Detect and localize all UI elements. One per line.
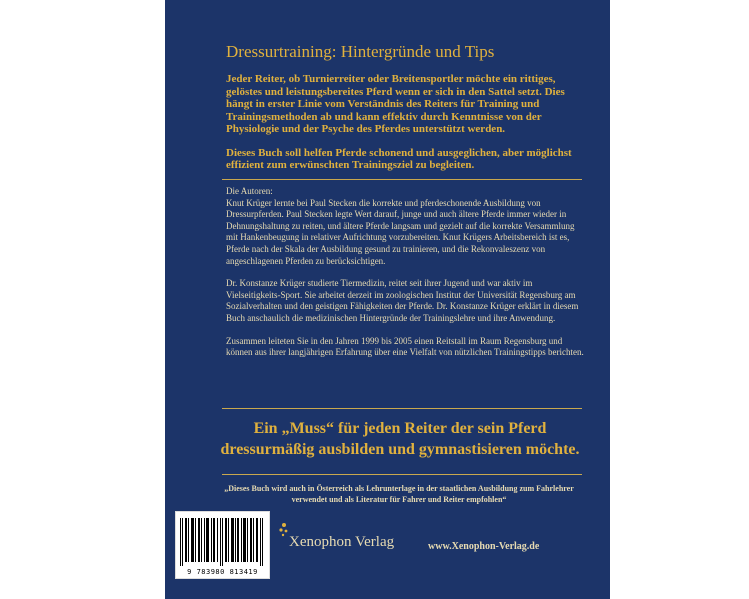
book-title: Dressurtraining: Hintergründe und Tips [226, 42, 495, 61]
divider [222, 179, 582, 180]
intro-paragraph: Jeder Reiter, ob Turnierreiter oder Breitensportler möchte ein rittiges, gelöstes und leistungsbereites Pferd wenn er sich in den Sattel setzt. Dies hängt in erster Linie vom Verständnis des Reiters für Training und Trainingsmethoden ab und kann effektiv durch Kenntnisse von der Physiologie und der Psyche des Pferdes unterstützt werden. [226, 73, 565, 135]
barcode-icon [180, 518, 265, 566]
divider [222, 474, 582, 475]
publisher-url: www.Xenophon-Verlag.de [428, 541, 540, 552]
author-paragraph: Knut Krüger lernte bei Paul Stecken die korrekte und pferdeschonende Ausbildung von Dressurpferden. Paul Stecken legte Wert darauf, junge und auch ältere Pferde immer wieder in Dehnungshaltung zu reiten, und ältere Pferde langsam und gezielt auf die korrekte Versammlung mit Hankenbeugung in relativer Aufrichtung vorzubereiten. Knut Krügers Arbeitsbereich ist es, Pferde nach der Skala der Ausbildung gesund zu trainieren, und die Rekonvaleszenz von angeschlagenen Pferden zu berücksichtigen. [226, 197, 575, 266]
author-paragraph: Zusammen leiteten Sie in den Jahren 1999 bis 2005 einen Reitstall im Raum Regensburg und können aus ihrer langjährigen Erfahrung über eine Vielfalt von nützlichen Trainingstipps berichten. [226, 335, 584, 358]
quote: „Dieses Buch wird auch in Österreich als Lehrunterlage in der staatlichen Ausbildung zum Fahrlehrer verwendet und als Literatur für Fahrer und Reiter empfohlen“ [224, 484, 574, 504]
divider [222, 408, 582, 409]
publisher-name: Xenophon Verlag [289, 534, 395, 550]
intro-text [226, 73, 586, 183]
isbn-barcode [175, 511, 270, 579]
slogan: Ein „Muss“ für jeden Reiter der sein Pferd dressurmäßig ausbilden und gymnastisieren möchte. [220, 420, 580, 458]
isbn-number: 9 783980 813419 [187, 568, 258, 576]
author-paragraph: Dr. Konstanze Krüger studierte Tiermedizin, reitet seit ihrer Jugend und war aktiv im Vielseitigkeits-Sport. Sie arbeitet derzeit im zoologischen Institut der Universität Regensburg am Sozialverhalten und den geistigen Fähigkeiten der Pferde. Dr. Konstanze Krüger erklärt in diesem Buch anschaulich die medizinischen Hintergründe der Trainingslehre und ihre Anwendung. [226, 278, 579, 323]
authors-section [226, 186, 586, 370]
intro-paragraph: Dieses Buch soll helfen Pferde schonend und ausgeglichen, aber möglichst effizient zum erwünschten Trainingsziel zu begleiten. [226, 146, 572, 171]
authors-heading: Die Autoren: [226, 186, 273, 196]
